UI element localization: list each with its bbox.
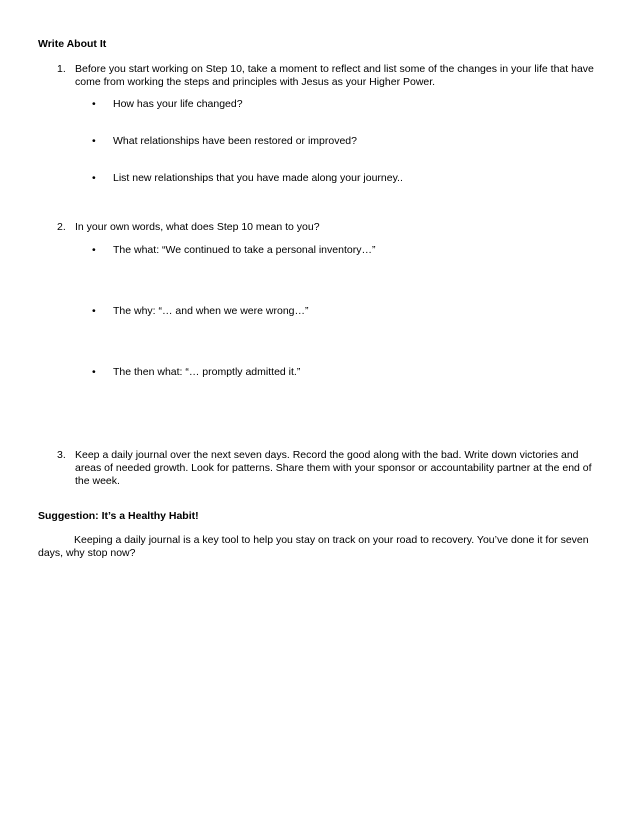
list-item-text: In your own words, what does Step 10 mean to you? bbox=[75, 221, 320, 233]
bullet-text: What relationships have been restored or improved? bbox=[113, 135, 357, 147]
list-item-text: Before you start working on Step 10, take a moment to reflect and list some of the changes in your life that have come from working the steps and principles with Jesus as your Higher Power. bbox=[75, 63, 594, 88]
bullet-text: List new relationships that you have made along your journey.. bbox=[113, 172, 403, 184]
bullet-glyph: • bbox=[92, 366, 96, 378]
bullet-glyph: • bbox=[92, 305, 96, 317]
bullet-glyph: • bbox=[92, 98, 96, 110]
list-number: 3. bbox=[57, 449, 66, 461]
bullet-glyph: • bbox=[92, 135, 96, 147]
bullet-text: The why: “… and when we were wrong…” bbox=[113, 305, 309, 317]
paragraph-text: Keeping a daily journal is a key tool to help you stay on track on your road to recovery. You’ve done it for seven days, why stop now? bbox=[38, 534, 589, 559]
bullet-text: The then what: “… promptly admitted it.” bbox=[113, 366, 301, 378]
section-heading-write-about-it: Write About It bbox=[38, 38, 107, 50]
bullet-glyph: • bbox=[92, 244, 96, 256]
suggestion-paragraph bbox=[38, 534, 598, 560]
bullet-text: How has your life changed? bbox=[113, 98, 243, 110]
bullet-glyph: • bbox=[92, 172, 96, 184]
list-number: 1. bbox=[57, 63, 66, 75]
list-item-text: Keep a daily journal over the next seven days. Record the good along with the bad. Write down victories and areas of needed growth. Look for patterns. Share them with your sponsor or accountability partner at the end of the week. bbox=[75, 449, 592, 487]
list-number: 2. bbox=[57, 221, 66, 233]
bullet-text: The what: “We continued to take a personal inventory…” bbox=[113, 244, 376, 256]
section-heading-suggestion: Suggestion: It’s a Healthy Habit! bbox=[38, 510, 199, 522]
